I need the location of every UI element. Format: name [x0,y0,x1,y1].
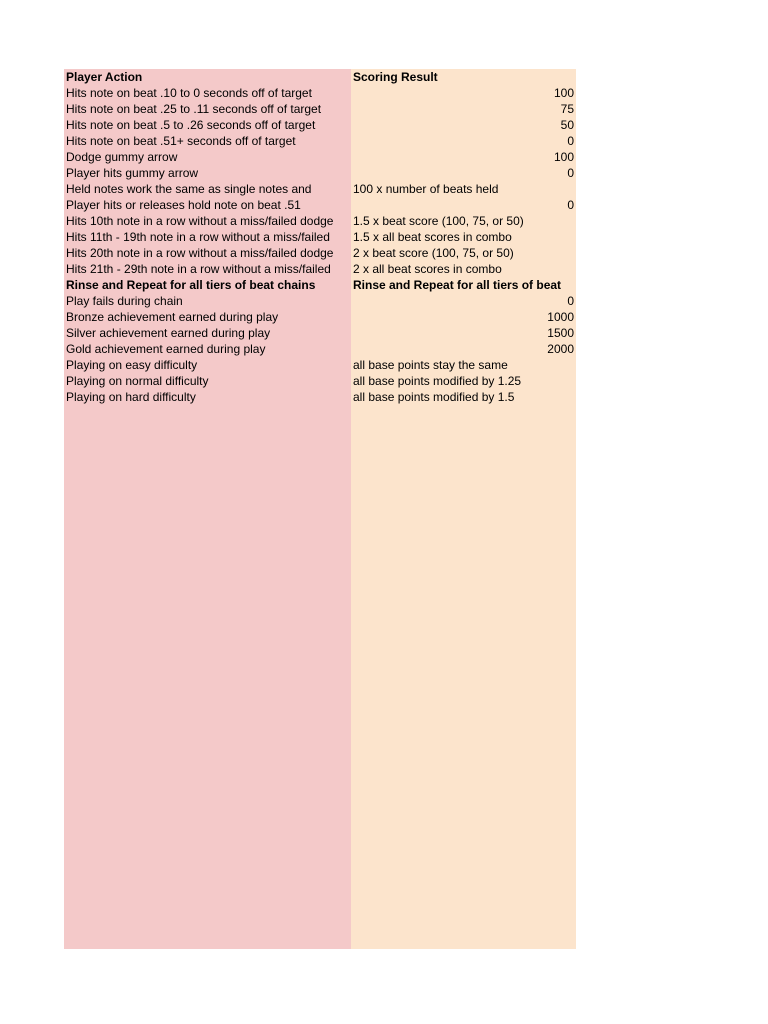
table-header-row [64,69,576,85]
action-cell: Bronze achievement earned during play [66,310,279,324]
result-cell: 2 x beat score (100, 75, or 50) [353,246,514,260]
table-row [64,181,576,197]
action-cell: Gold achievement earned during play [66,342,266,356]
action-cell: Hits note on beat .51+ seconds off of target [66,134,296,148]
table-row [64,229,576,245]
table-row [64,261,576,277]
table-row [64,389,576,405]
result-cell: Rinse and Repeat for all tiers of beat [353,278,562,292]
result-cell: 75 [560,102,574,116]
table-row [64,117,576,133]
action-cell: Hits note on beat .10 to 0 seconds off of target [66,86,312,100]
table-row [64,373,576,389]
result-cell: 100 [553,86,574,100]
result-cell: 2000 [547,342,574,356]
result-cell: 100 [553,150,574,164]
table-row [64,309,576,325]
table-row [64,85,576,101]
table-row [64,357,576,373]
result-cell: all base points modified by 1.5 [353,390,515,404]
result-cell: 1.5 x beat score (100, 75, or 50) [353,214,524,228]
result-cell: 0 [567,198,574,212]
header-player-action: Player Action [66,70,143,84]
result-cell: 50 [560,118,574,132]
action-cell: Hits note on beat .25 to .11 seconds off of target [66,102,322,116]
table-row [64,325,576,341]
table-row [64,149,576,165]
action-cell: Playing on easy difficulty [66,358,198,372]
result-cell: 100 x number of beats held [353,182,499,196]
table-row [64,165,576,181]
result-cell: 2 x all beat scores in combo [353,262,502,276]
result-cell: 0 [567,134,574,148]
action-cell: Hits note on beat .5 to .26 seconds off of target [66,118,316,132]
action-cell: Playing on normal difficulty [66,374,209,388]
action-cell: Player hits gummy arrow [66,166,199,180]
table-row [64,245,576,261]
result-cell: 1.5 x all beat scores in combo [353,230,512,244]
result-cell: all base points stay the same [353,358,508,372]
result-cell: all base points modified by 1.25 [353,374,522,388]
action-cell: Held notes work the same as single notes and [66,182,312,196]
action-cell: Rinse and Repeat for all tiers of beat chains [66,278,316,292]
table-row [64,293,576,309]
scoring-table [64,69,576,949]
table-row [64,101,576,117]
result-cell: 1000 [547,310,574,324]
action-cell: Play fails during chain [66,294,183,308]
result-cell: 1500 [547,326,574,340]
table-row [64,341,576,357]
action-cell: Hits 10th note in a row without a miss/failed dodge [66,214,334,228]
action-cell: Playing on hard difficulty [66,390,196,404]
table-row [64,197,576,213]
action-cell: Player hits or releases hold note on beat .51 [66,198,301,212]
table-rows [64,69,576,405]
action-cell: Dodge gummy arrow [66,150,178,164]
action-cell: Hits 11th - 19th note in a row without a miss/failed [66,230,330,244]
result-cell: 0 [567,166,574,180]
action-cell: Silver achievement earned during play [66,326,271,340]
action-cell: Hits 20th note in a row without a miss/failed dodge [66,246,334,260]
table-row [64,277,576,293]
header-scoring-result: Scoring Result [353,70,438,84]
table-row [64,133,576,149]
action-cell: Hits 21th - 29th note in a row without a miss/failed [66,262,331,276]
table-row [64,213,576,229]
result-cell: 0 [567,294,574,308]
